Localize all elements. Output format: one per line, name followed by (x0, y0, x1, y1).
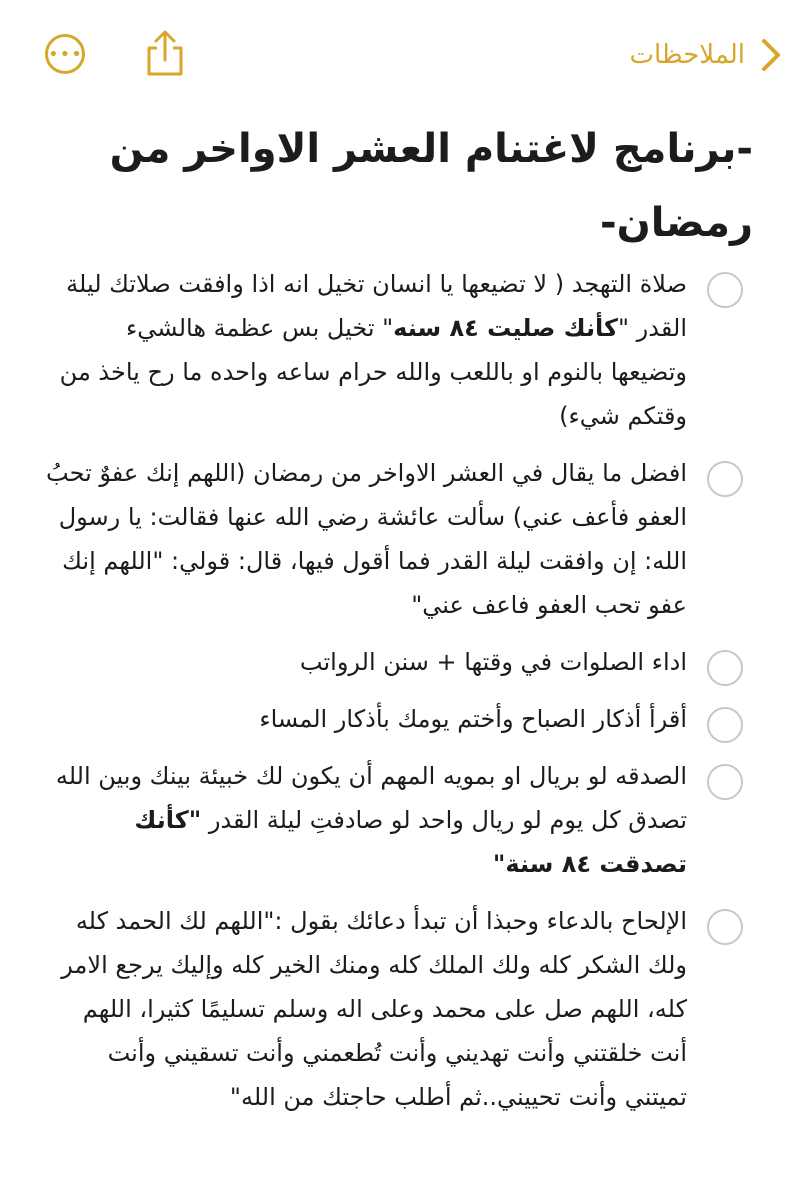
item-text-part: الإلحاح بالدعاء وحبذا أن تبدأ دعائك بقول :"اللهم لك الحمد كله ولك الشكر كله ولك الملك كله ومنك الخير كله وإليك يرجع الامر كله، اللهم صل على محمد وعلى اله وسلم تسليمًا كثيرا، اللهم أنت خلقتني وأنت تهديني وأنت تُطعمني وأنت تسقيني وأنت تميتني وأنت تحييني..ثم أطلب حاجتك من الله" (61, 907, 687, 1111)
checkbox-circle[interactable] (707, 650, 743, 686)
note-title[interactable]: -برنامج لاغتنام العشر الاواخر من رمضان- (109, 126, 753, 246)
item-text-bold: كأنك صليت ٨٤ سنه (393, 314, 619, 342)
checkbox-circle[interactable] (707, 707, 743, 743)
item-text-part: " تخيل بس عظمة هالشيء وتضيعها بالنوم او باللعب والله حرام ساعه واحده ما رح ياخذ من وقتكم شيء) (59, 314, 687, 430)
back-button[interactable] (630, 30, 784, 80)
checklist-item (43, 262, 743, 438)
toolbar (0, 0, 805, 110)
checklist-item-text[interactable] (43, 451, 687, 627)
checklist-item-text[interactable] (43, 899, 687, 1119)
checklist-item (43, 754, 743, 886)
checklist-item (43, 640, 743, 684)
checklist-item (43, 899, 743, 1119)
item-text-part: أقرأ أذكار الصباح وأختم يومك بأذكار المساء (259, 705, 687, 733)
checklist-item (43, 451, 743, 627)
checkbox-circle[interactable] (707, 764, 743, 800)
checklist-item-text[interactable] (43, 697, 687, 741)
checklist-item-text[interactable] (43, 754, 687, 886)
checklist-item (43, 697, 743, 741)
item-text-part: افضل ما يقال في العشر الاواخر من رمضان (اللهم إنك عفوٌ تحبُ العفو فأعف عني) سألت عائشة رضي الله عنها فقالت: يا رسول الله: إن وافقت ليلة القدر فما أقول فيها، قال: قولي: "اللهم إنك عفو تحب العفو فاعف عني" (46, 459, 687, 619)
more-dots: ••• (48, 44, 83, 65)
back-label: الملاحظات (629, 40, 745, 70)
item-text-bold: "كأنك تصدقت ٨٤ سنة" (134, 806, 687, 878)
share-icon[interactable] (143, 28, 187, 78)
checklist-item-text[interactable] (43, 640, 687, 684)
item-text-part: صلاة التهجد ( لا تضيعها يا انسان تخيل انه اذا وافقت صلاتك ليلة القدر " (66, 270, 687, 342)
checkbox-circle[interactable] (707, 272, 743, 308)
checkbox-circle[interactable] (707, 461, 743, 497)
checklist-item-text[interactable] (43, 262, 687, 438)
more-icon[interactable] (45, 34, 85, 74)
item-text-part: اداء الصلوات في وقتها + سنن الرواتب (299, 648, 687, 676)
checkbox-circle[interactable] (707, 909, 743, 945)
item-text-part: الصدقه لو بريال او بمويه المهم أن يكون لك خبيئة بينك وبين الله تصدق كل يوم لو ريال واحد لو صادفتِ ليلة القدر (55, 762, 687, 834)
chevron-left-icon (757, 35, 783, 75)
checklist (43, 262, 743, 1132)
